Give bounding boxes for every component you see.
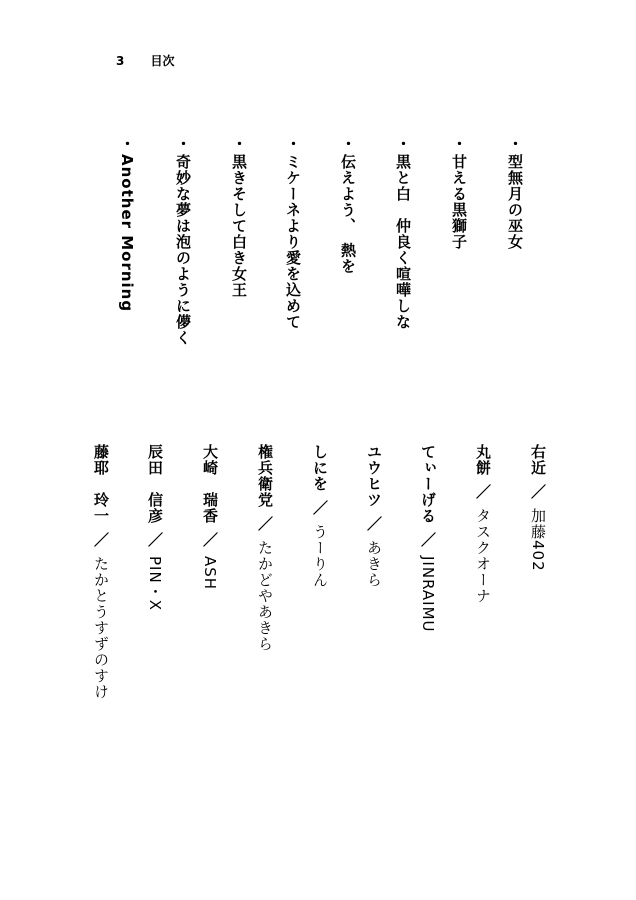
bullet: ・ <box>284 136 302 152</box>
page-number: 3 <box>116 54 125 68</box>
illustrator-name: 加藤402 <box>529 508 547 572</box>
story-title-3: ・黒と白 仲良く喧嘩しな <box>394 136 412 330</box>
story-title-4: ・伝えよう、 熱を <box>339 136 357 275</box>
separator: ／ <box>419 532 437 548</box>
credit-6 <box>255 444 275 652</box>
credit-7 <box>200 444 220 590</box>
story-title-2: ・甘える黒獅子 <box>450 136 468 250</box>
bullet: ・ <box>450 136 468 152</box>
credit-9 <box>91 444 111 700</box>
author-name: しにを <box>311 444 329 492</box>
author-name: ユウヒツ <box>365 444 383 508</box>
author-name: てぃーげる <box>419 444 437 524</box>
story-title-1: ・型無月の巫女 <box>506 136 524 250</box>
illustrator-name: たかどやあきら <box>256 540 274 652</box>
bullet: ・ <box>339 136 357 152</box>
story-title-7: ・奇妙な夢は泡のように儚く <box>174 136 192 346</box>
author-name: 権兵衛党 <box>256 444 274 508</box>
author-name: 右近 <box>529 444 547 476</box>
bullet: ・ <box>118 136 136 152</box>
page-header <box>116 52 175 69</box>
illustrator-name: JINRAIMU <box>419 556 437 633</box>
illustrator-name: あきら <box>365 540 383 588</box>
separator: ／ <box>529 484 547 500</box>
bullet: ・ <box>506 136 524 152</box>
separator: ／ <box>311 500 329 516</box>
separator: ／ <box>146 532 164 548</box>
bullet: ・ <box>394 136 412 152</box>
author-name: 丸餅 <box>474 444 492 476</box>
credit-8 <box>145 444 165 611</box>
credit-2 <box>473 444 493 604</box>
page-title: 目次 <box>150 54 175 68</box>
illustrator-name: ASH <box>201 556 219 591</box>
credit-1 <box>528 444 548 572</box>
separator: ／ <box>365 516 383 532</box>
illustrator-name: PIN・X <box>146 556 164 611</box>
bullet: ・ <box>174 136 192 152</box>
author-name: 大崎 瑞香 <box>201 444 219 524</box>
author-name: 藤耶 玲一 <box>92 444 110 524</box>
illustrator-name: たかとうすずのすけ <box>92 556 110 700</box>
separator: ／ <box>92 532 110 548</box>
separator: ／ <box>256 516 274 532</box>
story-title-6: ・黒きそして白き女王 <box>230 136 248 298</box>
credit-5 <box>310 444 330 588</box>
credit-3 <box>418 444 438 633</box>
illustrator-name: タスクオーナ <box>474 508 492 604</box>
separator: ／ <box>201 532 219 548</box>
bullet: ・ <box>230 136 248 152</box>
author-name: 辰田 信彦 <box>146 444 164 524</box>
separator: ／ <box>474 484 492 500</box>
illustrator-name: うーりん <box>311 524 329 588</box>
story-title-8: ・Another Morning <box>118 136 136 313</box>
story-title-5: ・ミケーネより愛を込めて <box>284 136 302 330</box>
credit-4 <box>364 444 384 588</box>
